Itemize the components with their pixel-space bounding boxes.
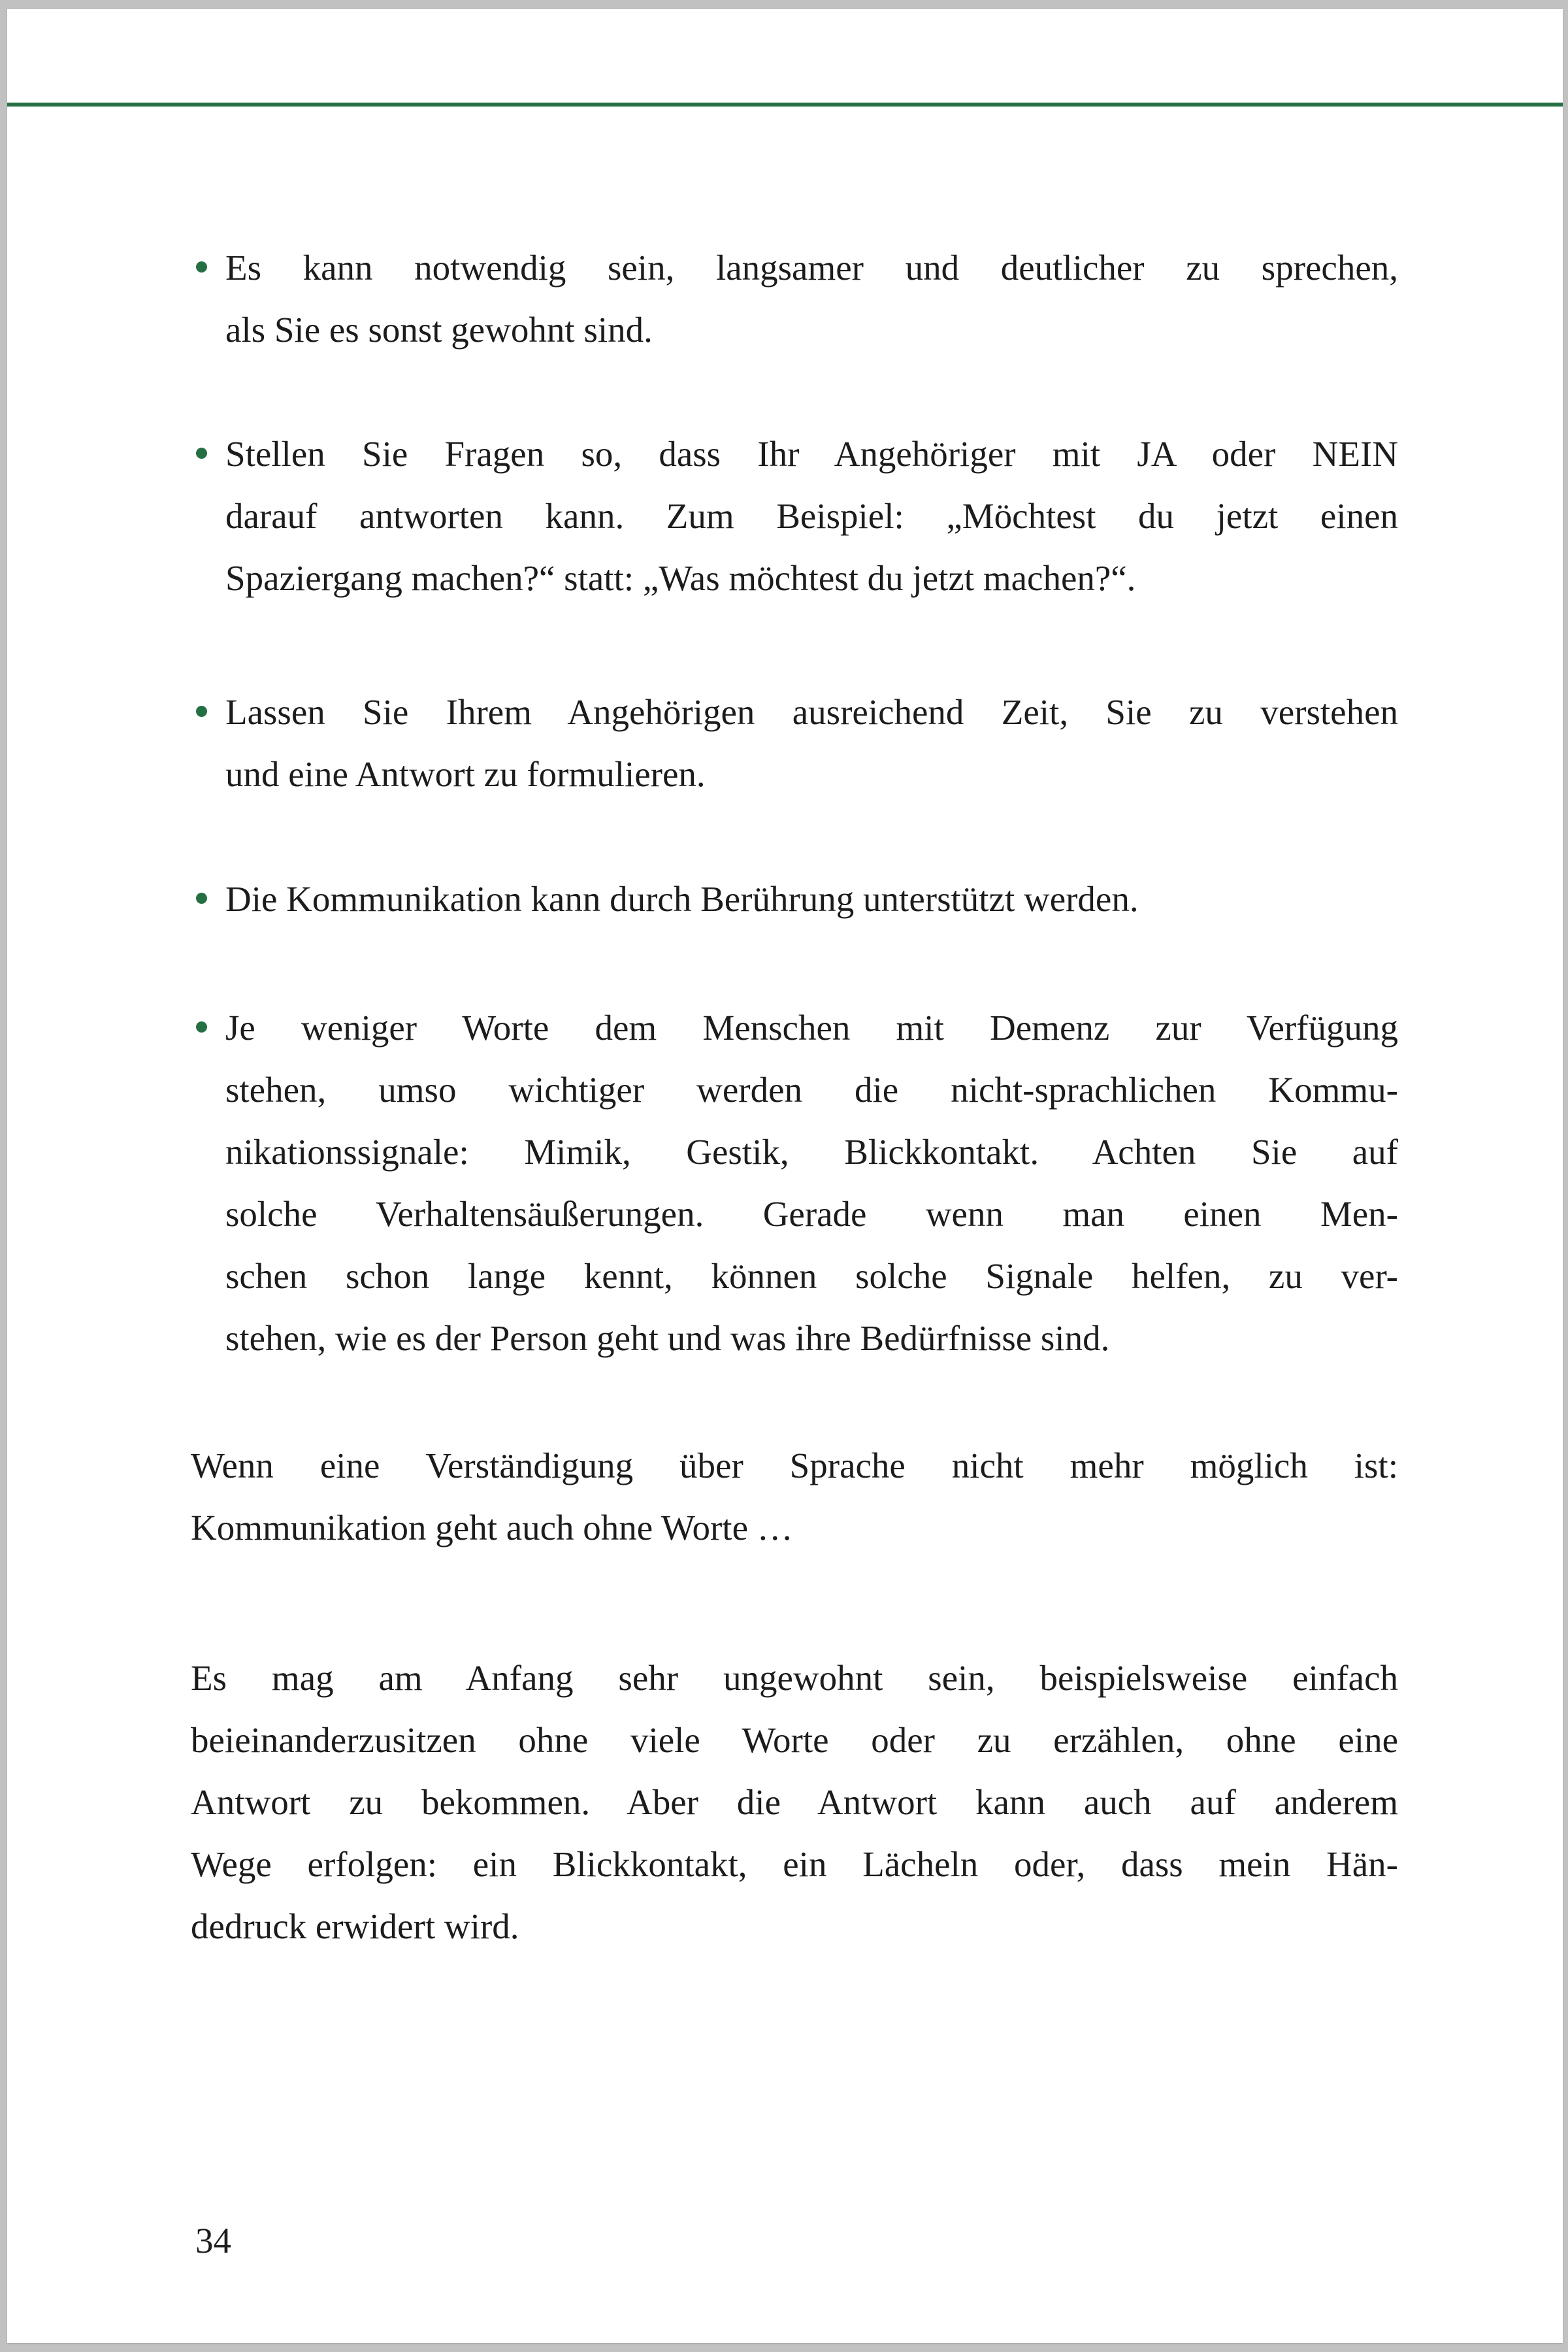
text-line: beieinanderzusitzen ohne viele Worte oder zu erzählen, ohne eine — [191, 1720, 1398, 1760]
bullet-icon — [196, 261, 207, 273]
list-item — [191, 868, 1398, 930]
list-item — [191, 423, 1398, 609]
text-line: Wege erfolgen: ein Blickkontakt, ein Lächeln oder, dass mein Hän- — [191, 1844, 1398, 1884]
text-line: stehen, umso wichtiger werden die nicht-sprachlichen Kommu- — [225, 1070, 1398, 1110]
page-number: 34 — [195, 2221, 231, 2261]
text-line: solche Verhaltensäußerungen. Gerade wenn man einen Men- — [225, 1194, 1398, 1234]
text-line: Die Kommunikation kann durch Berührung unterstützt werden. — [225, 879, 1139, 919]
text-line: Wenn eine Verständigung über Sprache nicht mehr möglich ist: — [191, 1446, 1398, 1485]
text-line: Stellen Sie Fragen so, dass Ihr Angehöriger mit JA oder NEIN — [225, 434, 1398, 474]
text-line: Lassen Sie Ihrem Angehörigen ausreichend Zeit, Sie zu verstehen — [225, 692, 1398, 732]
text-line: Je weniger Worte dem Menschen mit Demenz zur Verfügung — [225, 1008, 1398, 1048]
text-line: schen schon lange kennt, können solche Signale helfen, zu ver- — [225, 1256, 1398, 1296]
text-line: Antwort zu bekommen. Aber die Antwort kann auch auf anderem — [191, 1782, 1398, 1822]
paragraph — [191, 1434, 1398, 1559]
text-line: darauf antworten kann. Zum Beispiel: „Möchtest du jetzt einen — [225, 496, 1398, 536]
text-line: stehen, wie es der Person geht und was ihre Bedürfnisse sind. — [225, 1318, 1110, 1358]
paragraph — [191, 1647, 1398, 1957]
text-line: als Sie es sonst gewohnt sind. — [225, 310, 653, 350]
text-line: und eine Antwort zu formulieren. — [225, 754, 706, 794]
list-item — [191, 237, 1398, 361]
bullet-icon — [196, 448, 207, 459]
text-line: dedruck erwidert wird. — [191, 1906, 519, 1946]
text-line: Es kann notwendig sein, langsamer und deutlicher zu sprechen, — [225, 248, 1398, 288]
list-item — [191, 997, 1398, 1369]
text-line: Es mag am Anfang sehr ungewohnt sein, beispielsweise einfach — [191, 1658, 1398, 1698]
bullet-icon — [196, 706, 207, 717]
bullet-icon — [196, 893, 207, 904]
text-line: Kommunikation geht auch ohne Worte … — [191, 1508, 793, 1548]
text-line: Spaziergang machen?“ statt: „Was möchtest du jetzt machen?“. — [225, 558, 1136, 598]
bullet-icon — [196, 1021, 207, 1033]
page-content — [191, 9, 1398, 1957]
list-item — [191, 681, 1398, 805]
document-page — [7, 9, 1563, 2343]
text-line: nikationssignale: Mimik, Gestik, Blickkontakt. Achten Sie auf — [225, 1132, 1398, 1172]
